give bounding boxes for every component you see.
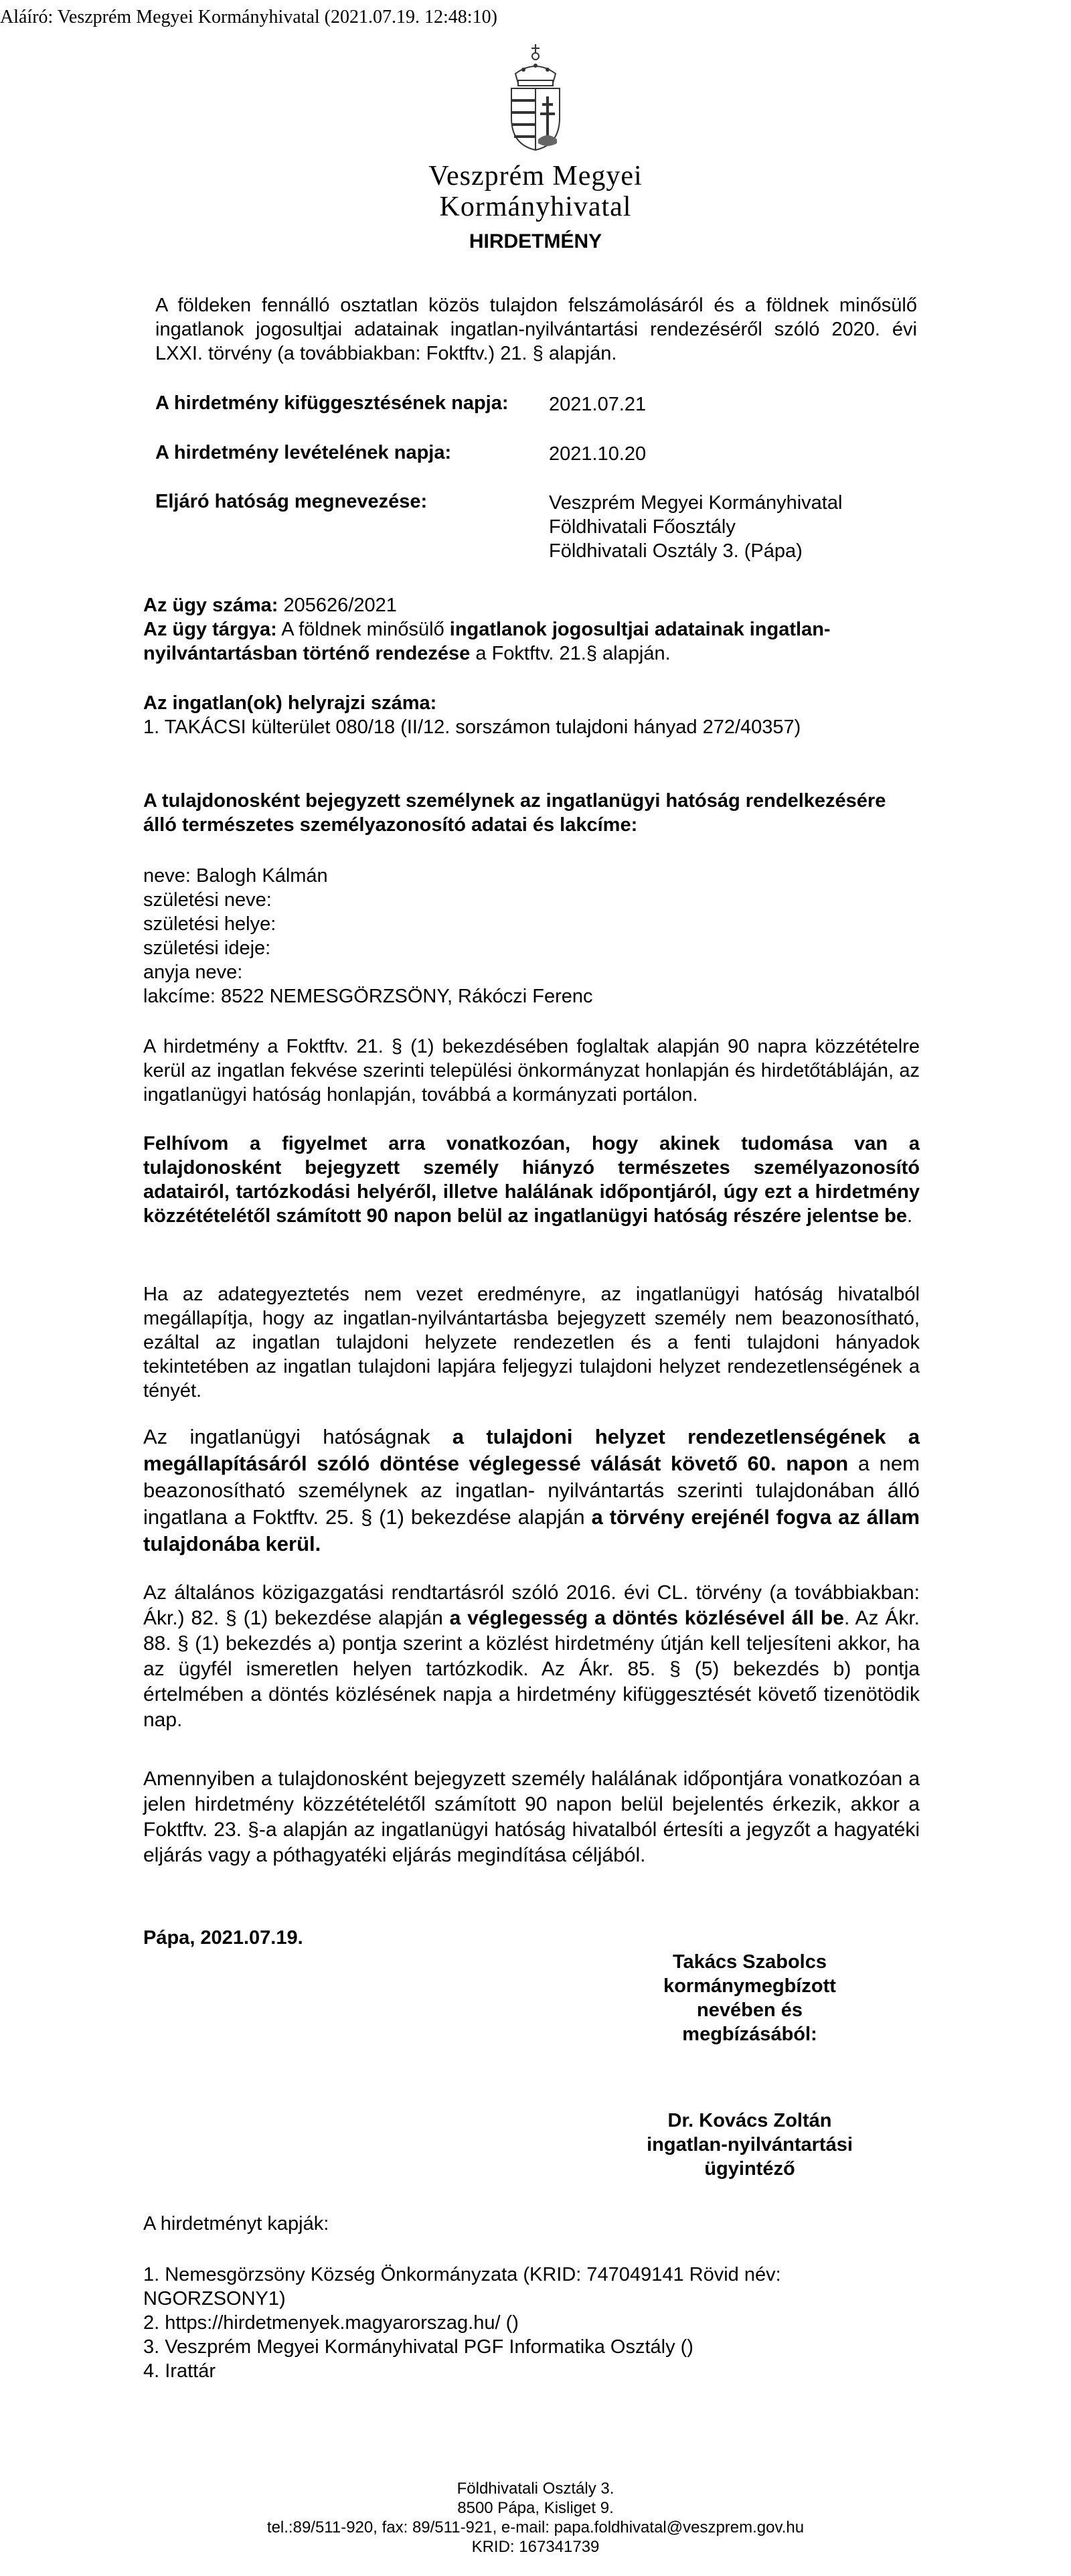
finality-text-2: . Az Ákr. 88. § (1) bekezdés a) pontja szerint a közlést hirdetmény útján kell teljesíteni akkor, ha az ügyfél ismeretlen helyen tartózkodik. Az Ákr. 85. § (5) bekezdés b) pontja értelmében a döntés közlésének napja a hirdetmény kifüggesztését követő tizenötödik nap.: [143, 1607, 920, 1731]
person-birth-date: születési ideje:: [143, 937, 271, 959]
hungarian-coat-of-arms-icon: [503, 39, 568, 153]
case-subject: [143, 617, 920, 666]
person-data: [143, 864, 920, 1008]
recipient-item: 1. Nemesgörzsöny Község Önkormányzata (KRID: 747049141 Rövid név:: [143, 2264, 781, 2285]
case-number-label: Az ügy száma:: [143, 595, 278, 616]
organization-name: [402, 161, 669, 222]
state-bold-2: a törvény erejénél fogva az állam tulajdonába kerül.: [143, 1505, 920, 1556]
org-name-line1: Veszprém Megyei: [428, 161, 643, 192]
state-ownership-paragraph: [143, 1424, 920, 1558]
parcels-label: Az ingatlan(ok) helyrajzi száma:: [143, 692, 437, 714]
principal-mandate: megbízásából:: [682, 2024, 817, 2045]
footer-address: 8500 Pápa, Kisliget 9.: [457, 2499, 614, 2517]
notice-bold-text: Felhívom a figyelmet arra vonatkozóan, hogy akinek tudomása van a tulajdonosként bejegyzett személy hiányzó természetes személyazonosító adatairól, tartózkodási helyéről, illetve halálának időpontjáról, úgy ezt a hirdetmény közzétételétől számított 90 napon belül az ingatlanügyi hatóság részére jelentse be: [143, 1133, 920, 1227]
authority-value: [549, 491, 842, 563]
org-name-line2: Kormányhivatal: [439, 192, 632, 222]
recipient-item: 2. https://hirdetmenyek.magyarorszag.hu/ (): [143, 2312, 519, 2334]
publication-paragraph: A hirdetmény a Foktftv. 21. § (1) bekezdésében foglaltak alapján 90 napra közzétételre kerül az ingatlan fekvése szerinti települési önkormányzat honlapján és hirdetőtábláján, az ingatlanügyi hatóság honlapján, továbbá a kormányzati portálon.: [143, 1036, 920, 1106]
authority-line: Veszprém Megyei Kormányhivatal: [549, 492, 843, 514]
person-birth-name: születési neve:: [143, 889, 272, 911]
posted-date-value: 2021.07.21: [549, 394, 647, 415]
document-title: HIRDETMÉNY: [469, 230, 602, 252]
removed-date-value: 2021.10.20: [549, 443, 647, 465]
recipient-item: 4. Irattár: [143, 2360, 216, 2382]
recipient-item: 3. Veszprém Megyei Kormányhivatal PGF Informatika Osztály (): [143, 2336, 693, 2358]
case-subject-text: A földnek minősülő: [276, 619, 450, 640]
case-subject-bold: ingatlanok jogosultjai adatainak ingatlan-nyilvántartásban történő rendezése: [143, 619, 831, 664]
footer: [201, 2479, 870, 2557]
case-number: [143, 593, 920, 617]
footer-krid: KRID: 167341739: [471, 2538, 600, 2556]
person-heading: A tulajdonosként bejegyzett személynek az ingatlanügyi hatóság rendelkezésére álló természetes személyazonosító adatai és lakcíme:: [143, 790, 886, 836]
finality-text-1: Az általános közigazgatási rendtartásról szóló 2016. évi CL. törvény (a továbbiakban: Ákr.) 82. § (1) bekezdése alapján: [143, 1582, 920, 1629]
person-address: lakcíme: 8522 NEMESGÖRZSÖNY, Rákóczi Ferenc: [143, 986, 593, 1007]
footer-contact: tel.:89/511-920, fax: 89/511-921, e-mail: papa.foldhivatal@veszprem.gov.hu: [266, 2518, 805, 2536]
state-text-2: a nem beazonosítható személynek az ingatlan- nyilvántartás szerinti tulajdonában álló ingatlana a Foktftv. 25. § (1) bekezdése alapján: [143, 1452, 920, 1529]
case-subject-label: Az ügy tárgya:: [143, 619, 277, 640]
place-date: Pápa, 2021.07.19.: [143, 1927, 303, 1949]
signature-block-officer: [629, 2109, 870, 2181]
principal-name: Takács Szabolcs: [673, 1951, 827, 1973]
intro-paragraph: A földeken fennálló osztatlan közös tulajdon felszámolásáról és a földnek minősülő ingatlanok jogosultjai adatainak ingatlan-nyilvántartási rendezéséről szóló 2020. évi LXXI. törvény (a továbbiakban: Foktftv.) 21. § alapján.: [155, 295, 917, 364]
signer-line: Aláíró: Veszprém Megyei Kormányhivatal (2021.07.19. 12:48:10): [0, 7, 497, 27]
posted-date-label: A hirdetmény kifüggesztésének napja:: [155, 392, 509, 414]
signature-block-principal: [643, 1950, 857, 2046]
authority-line: Földhivatali Főosztály: [549, 516, 736, 538]
notice-paragraph: [143, 1132, 920, 1228]
recipients-label: A hirdetményt kapják:: [143, 2213, 329, 2234]
unidentified-paragraph: Ha az adategyeztetés nem vezet eredményre, az ingatlanügyi hatóság hivatalból megállapítja, hogy az ingatlan-nyilvántartásba bejegyzett személy nem beazonosítható, ezáltal az ingatlan tulajdoni helyzete rendezetlen és a fenti tulajdoni hányadok tekintetében az ingatlan tulajdoni lapjára feljegyzi tulajdoni helyzet rendezetlenségének a tényét.: [143, 1284, 920, 1401]
finality-paragraph: [143, 1580, 920, 1733]
authority-label: Eljáró hatóság megnevezése:: [155, 491, 428, 512]
authority-line: Földhivatali Osztály 3. (Pápa): [549, 540, 803, 562]
case-number-value: 205626/2021: [278, 595, 397, 616]
officer-title: ügyintéző: [704, 2158, 795, 2180]
recipient-item: NGORZSONY1): [143, 2288, 286, 2309]
officer-role: ingatlan-nyilvántartási: [647, 2134, 853, 2155]
person-mother-name: anyja neve:: [143, 962, 243, 983]
principal-on-behalf: nevében és: [697, 1999, 803, 2021]
finality-bold: a véglegesség a döntés közlésével áll be: [449, 1607, 844, 1629]
person-birth-place: születési helye:: [143, 913, 276, 935]
case-section: [143, 593, 920, 666]
footer-office: Földhivatali Osztály 3.: [457, 2480, 614, 2498]
state-bold-1: a tulajdoni helyzet rendezetlenségének a megállapításáról szóló döntése véglegessé válását követő 60. napon: [143, 1425, 920, 1475]
officer-name: Dr. Kovács Zoltán: [667, 2110, 832, 2131]
inheritance-paragraph: Amennyiben a tulajdonosként bejegyzett személy halálának időpontjára vonatkozóan a jelen hirdetmény közzétételétől számított 90 napon belül bejelentés érkezik, akkor a Foktftv. 23. §-a alapján az ingatlanügyi hatóság hivatalból értesíti a jegyzőt a hagyatéki eljárás vagy a póthagyatéki eljárás megindítása céljából.: [143, 1768, 920, 1866]
state-text-1: Az ingatlanügyi hatóságnak: [143, 1425, 452, 1448]
case-subject-text-end: a Foktftv. 21.§ alapján.: [470, 643, 671, 664]
principal-title: kormánymegbízott: [663, 1975, 836, 1997]
parcel-item: 1. TAKÁCSI külterület 080/18 (II/12. sorszámon tulajdoni hányad 272/40357): [143, 716, 801, 738]
recipients-list: [143, 2263, 920, 2383]
removed-date-label: A hirdetmény levételének napja:: [155, 442, 452, 463]
parcels-section: [143, 691, 920, 739]
notice-period: .: [906, 1205, 913, 1227]
person-name: neve: Balogh Kálmán: [143, 865, 328, 887]
